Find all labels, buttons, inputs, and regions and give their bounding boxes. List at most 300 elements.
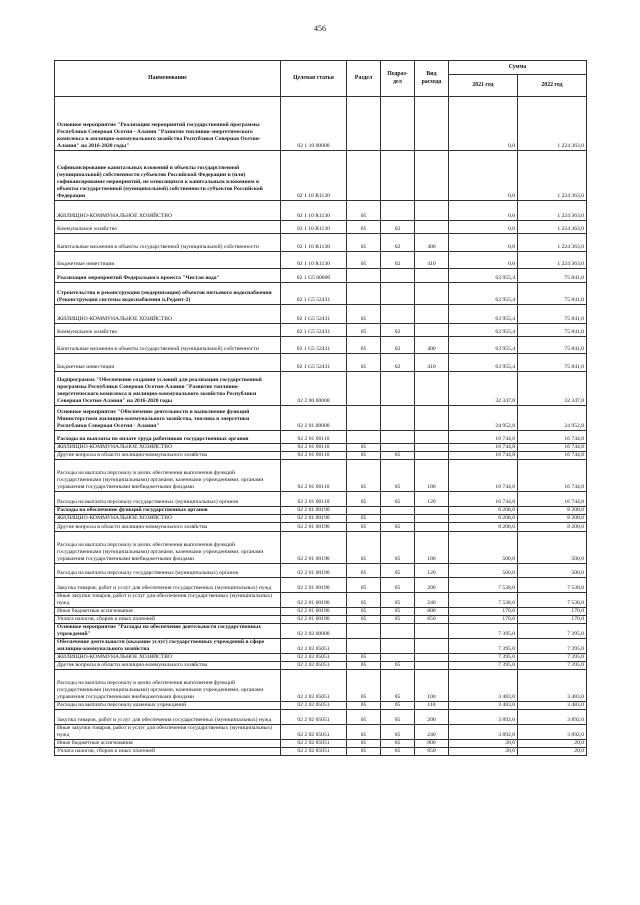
- row-target-code: 02 2 01 00190: [281, 523, 347, 532]
- row-sum-2022: 7 395,0: [518, 639, 587, 654]
- row-section: 05: [347, 337, 381, 354]
- row-sum-2022: 75 841,0: [518, 337, 587, 354]
- row-name: Бюджетные инвестиции: [55, 252, 281, 269]
- row-sum-2022: 170,0: [518, 608, 587, 616]
- row-target-code: 02 2 01 00190: [281, 578, 347, 593]
- row-sum-2021: 24 952,8: [449, 406, 518, 431]
- row-subsection: [381, 507, 415, 515]
- row-section: [347, 269, 381, 283]
- row-subsection: 05: [381, 740, 415, 748]
- row-target-code: 02 2 01 00110: [281, 492, 347, 507]
- table-row: [55, 593, 587, 608]
- row-expense-type: [415, 515, 449, 523]
- row-section: [347, 431, 381, 444]
- row-sum-2021: 500,0: [449, 564, 518, 578]
- row-sum-2022: 3 892,0: [518, 725, 587, 740]
- row-subsection: [381, 515, 415, 523]
- row-subsection: 05: [381, 702, 415, 710]
- row-sum-2021: 16 744,8: [449, 444, 518, 452]
- row-sum-2021: 500,0: [449, 532, 518, 564]
- row-target-code: 02 1 G5 52431: [281, 305, 347, 324]
- table-row: [55, 492, 587, 507]
- row-expense-type: [415, 201, 449, 221]
- row-subsection: [381, 654, 415, 662]
- row-subsection: 02: [381, 221, 415, 234]
- row-section: 05: [347, 616, 381, 624]
- row-expense-type: 100: [415, 460, 449, 492]
- row-sum-2022: 3 892,0: [518, 710, 587, 725]
- header-year-2022: 2022 год: [518, 75, 587, 97]
- row-target-code: 02 2 02 05051: [281, 710, 347, 725]
- row-target-code: 02 2 01 00190: [281, 532, 347, 564]
- row-sum-2021: 63 955,4: [449, 337, 518, 354]
- row-target-code: 02 2 01 00190: [281, 593, 347, 608]
- row-section: 05: [347, 670, 381, 702]
- row-section: [347, 507, 381, 515]
- header-sum: Сумма: [449, 61, 587, 75]
- row-target-code: 02 2 01 00190: [281, 608, 347, 616]
- row-sum-2022: 7 395,0: [518, 624, 587, 639]
- row-section: 05: [347, 564, 381, 578]
- row-target-code: 02 2 01 00000: [281, 406, 347, 431]
- row-sum-2022: 20,0: [518, 740, 587, 748]
- table-row: [55, 662, 587, 670]
- table-row: [55, 151, 587, 201]
- row-subsection: [381, 431, 415, 444]
- table-row: [55, 654, 587, 662]
- row-subsection: 05: [381, 725, 415, 740]
- row-subsection: 02: [381, 324, 415, 337]
- row-section: 05: [347, 305, 381, 324]
- row-section: [347, 283, 381, 305]
- row-sum-2021: 63 955,4: [449, 269, 518, 283]
- row-name: Расходы на выплаты персоналу государственных (муниципальных) органов: [55, 492, 281, 507]
- row-subsection: 05: [381, 452, 415, 460]
- row-expense-type: 120: [415, 564, 449, 578]
- table-row: [55, 710, 587, 725]
- row-subsection: 05: [381, 748, 415, 756]
- row-name: Реализация мероприятий Федерального проекта "Чистая вода": [55, 269, 281, 283]
- row-sum-2021: 20,0: [449, 748, 518, 756]
- row-expense-type: 100: [415, 532, 449, 564]
- row-section: 05: [347, 608, 381, 616]
- row-sum-2022: 1 224 363,0: [518, 252, 587, 269]
- row-subsection: 05: [381, 564, 415, 578]
- table-row: [55, 702, 587, 710]
- row-expense-type: 850: [415, 616, 449, 624]
- row-sum-2021: 170,0: [449, 616, 518, 624]
- row-target-code: 02 2 02 00000: [281, 624, 347, 639]
- row-sum-2021: 3 483,0: [449, 702, 518, 710]
- row-section: 05: [347, 252, 381, 269]
- row-name: Расходы на обеспечение функций государственных органов: [55, 507, 281, 515]
- row-subsection: 05: [381, 662, 415, 670]
- row-section: 05: [347, 662, 381, 670]
- row-expense-type: 110: [415, 702, 449, 710]
- header-year-2021: 2021 год: [449, 75, 518, 97]
- row-target-code: 02 1 G5 52431: [281, 283, 347, 305]
- row-expense-type: [415, 151, 449, 201]
- row-expense-type: 100: [415, 670, 449, 702]
- row-sum-2021: 63 955,4: [449, 305, 518, 324]
- row-name: ЖИЛИЩНО-КОММУНАЛЬНОЕ ХОЗЯЙСТВО: [55, 444, 281, 452]
- row-section: [347, 97, 381, 151]
- row-sum-2022: 16 744,8: [518, 460, 587, 492]
- row-subsection: [381, 444, 415, 452]
- row-section: 05: [347, 444, 381, 452]
- row-target-code: 02 2 01 00110: [281, 460, 347, 492]
- table-row: [55, 431, 587, 444]
- row-section: 05: [347, 578, 381, 593]
- row-sum-2021: 32 347,8: [449, 372, 518, 406]
- row-expense-type: [415, 444, 449, 452]
- table-row: [55, 578, 587, 593]
- row-section: 05: [347, 740, 381, 748]
- row-sum-2022: 24 952,8: [518, 406, 587, 431]
- row-name: Коммунальное хозяйство: [55, 324, 281, 337]
- row-expense-type: 240: [415, 593, 449, 608]
- row-subsection: 02: [381, 337, 415, 354]
- row-sum-2022: 75 841,0: [518, 354, 587, 372]
- row-name: Обеспечение деятельности (оказание услуг) государственных учреждений в сфере жилищно-коммунального хозяйства: [55, 639, 281, 654]
- row-sum-2022: 500,0: [518, 564, 587, 578]
- row-subsection: [381, 406, 415, 431]
- row-name: ЖИЛИЩНО-КОММУНАЛЬНОЕ ХОЗЯЙСТВО: [55, 201, 281, 221]
- row-name: Другие вопросы в области жилищно-коммунального хозяйства: [55, 452, 281, 460]
- row-sum-2021: 3 483,0: [449, 670, 518, 702]
- row-target-code: 02 2 01 00110: [281, 452, 347, 460]
- row-target-code: 02 1 10 R1130: [281, 151, 347, 201]
- row-name: Расходы на выплаты персоналу в целях обеспечения выполнения функций государственными (муниципальными) органами, казенными учреждениями, органами управления государственными внебюджетными фондами: [55, 460, 281, 492]
- row-name: Иные закупки товаров, работ и услуг для обеспечения государственных (муниципальных) нужд: [55, 593, 281, 608]
- row-sum-2021: 16 744,8: [449, 460, 518, 492]
- row-target-code: 02 1 G5 52431: [281, 337, 347, 354]
- table-row: [55, 406, 587, 431]
- row-expense-type: [415, 662, 449, 670]
- row-subsection: [381, 151, 415, 201]
- row-expense-type: 120: [415, 492, 449, 507]
- table-row: [55, 97, 587, 151]
- row-name: Уплата налогов, сборов и иных платежей: [55, 748, 281, 756]
- row-section: 05: [347, 452, 381, 460]
- row-expense-type: 400: [415, 234, 449, 252]
- row-name: Расходы на выплаты персоналу в целях обеспечения выполнения функций государственными (муниципальными) органами, казенными учреждениями, органами управления государственными внебюджетными фондами: [55, 670, 281, 702]
- row-sum-2022: 7 538,0: [518, 593, 587, 608]
- row-section: 05: [347, 221, 381, 234]
- row-section: [347, 406, 381, 431]
- row-sum-2021: 7 538,0: [449, 578, 518, 593]
- row-target-code: 02 1 10 R1130: [281, 201, 347, 221]
- row-sum-2021: 7 395,0: [449, 662, 518, 670]
- row-sum-2022: 8 208,0: [518, 515, 587, 523]
- table-row: [55, 740, 587, 748]
- row-name: Капитальные вложения в объекты государственной (муниципальной) собственности: [55, 337, 281, 354]
- header-expense-type: Вид расхода: [415, 61, 449, 97]
- row-expense-type: [415, 372, 449, 406]
- row-sum-2022: 75 841,0: [518, 269, 587, 283]
- row-target-code: 02 2 02 05051: [281, 654, 347, 662]
- row-name: Капитальные вложения в объекты государственной (муниципальной) собственности: [55, 234, 281, 252]
- row-expense-type: [415, 639, 449, 654]
- row-target-code: 02 2 01 00110: [281, 444, 347, 452]
- table-row: [55, 515, 587, 523]
- row-expense-type: [415, 221, 449, 234]
- row-target-code: 02 2 02 05051: [281, 639, 347, 654]
- row-sum-2022: 32 347,8: [518, 372, 587, 406]
- row-expense-type: [415, 406, 449, 431]
- row-sum-2022: 75 841,0: [518, 324, 587, 337]
- row-sum-2022: 16 744,8: [518, 431, 587, 444]
- row-sum-2022: 20,0: [518, 748, 587, 756]
- row-subsection: 05: [381, 532, 415, 564]
- row-sum-2022: 75 841,0: [518, 305, 587, 324]
- row-sum-2022: 500,0: [518, 532, 587, 564]
- row-target-code: 02 1 G5 52431: [281, 354, 347, 372]
- row-sum-2021: 8 208,0: [449, 523, 518, 532]
- table-row: [55, 252, 587, 269]
- row-expense-type: 400: [415, 337, 449, 354]
- row-sum-2022: 7 395,0: [518, 662, 587, 670]
- row-expense-type: 410: [415, 252, 449, 269]
- row-sum-2021: 20,0: [449, 740, 518, 748]
- row-subsection: [381, 201, 415, 221]
- row-sum-2021: 170,0: [449, 608, 518, 616]
- row-target-code: 02 2 01 00190: [281, 507, 347, 515]
- row-section: 05: [347, 515, 381, 523]
- row-sum-2022: 8 208,0: [518, 523, 587, 532]
- row-subsection: 05: [381, 670, 415, 702]
- row-section: 05: [347, 492, 381, 507]
- table-row: [55, 305, 587, 324]
- row-target-code: 02 2 02 05051: [281, 725, 347, 740]
- row-subsection: 05: [381, 523, 415, 532]
- row-sum-2022: 7 538,0: [518, 578, 587, 593]
- header-section: Раздел: [347, 61, 381, 97]
- table-row: [55, 324, 587, 337]
- row-target-code: 02 1 10 R1130: [281, 252, 347, 269]
- table-row: [55, 337, 587, 354]
- row-section: 05: [347, 748, 381, 756]
- row-section: [347, 639, 381, 654]
- row-subsection: [381, 269, 415, 283]
- row-sum-2022: 170,0: [518, 616, 587, 624]
- row-section: 05: [347, 532, 381, 564]
- row-sum-2021: 0,0: [449, 97, 518, 151]
- row-expense-type: [415, 452, 449, 460]
- row-subsection: 05: [381, 616, 415, 624]
- table-row: [55, 532, 587, 564]
- table-row: [55, 221, 587, 234]
- row-expense-type: 800: [415, 608, 449, 616]
- row-section: 05: [347, 324, 381, 337]
- row-subsection: 05: [381, 492, 415, 507]
- row-sum-2022: 16 744,8: [518, 492, 587, 507]
- row-name: Бюджетные инвестиции: [55, 354, 281, 372]
- row-subsection: 05: [381, 593, 415, 608]
- row-name: Расходы на выплаты персоналу казенных учреждений: [55, 702, 281, 710]
- row-sum-2021: 63 955,4: [449, 324, 518, 337]
- row-target-code: 02 2 00 00000: [281, 372, 347, 406]
- row-name: Иные закупки товаров, работ и услуг для обеспечения государственных (муниципальных) нужд: [55, 725, 281, 740]
- row-sum-2021: 16 744,8: [449, 431, 518, 444]
- row-subsection: [381, 639, 415, 654]
- row-name: Расходы на выплаты персоналу в целях обеспечения выполнения функций государственными (муниципальными) органами, казенными учреждениями, органами управления государственными внебюджетными фондами: [55, 532, 281, 564]
- row-sum-2021: 63 955,4: [449, 354, 518, 372]
- row-expense-type: 850: [415, 748, 449, 756]
- row-name: Другие вопросы в области жилищно-коммунального хозяйства: [55, 662, 281, 670]
- row-section: 05: [347, 460, 381, 492]
- row-sum-2022: 1 224 363,0: [518, 201, 587, 221]
- row-section: 05: [347, 725, 381, 740]
- row-target-code: 02 2 02 05051: [281, 702, 347, 710]
- row-target-code: 02 1 10 R1130: [281, 221, 347, 234]
- row-name: ЖИЛИЩНО-КОММУНАЛЬНОЕ ХОЗЯЙСТВО: [55, 515, 281, 523]
- table-row: [55, 460, 587, 492]
- row-expense-type: [415, 97, 449, 151]
- row-expense-type: [415, 624, 449, 639]
- row-subsection: 02: [381, 252, 415, 269]
- row-sum-2022: 16 744,8: [518, 452, 587, 460]
- row-expense-type: [415, 283, 449, 305]
- row-target-code: 02 1 G5 00000: [281, 269, 347, 283]
- row-name: Софинансирование капитальных вложений в объекты государственной (муниципальной) собственности субъектов Российской Федерации и (или) софинансирование мероприятий, не относящихся к капитальным вложениям в объекты государственной (муниципальной) собственности субъектов Российской Федерации: [55, 151, 281, 201]
- row-sum-2021: 3 892,0: [449, 710, 518, 725]
- row-subsection: [381, 624, 415, 639]
- row-name: Коммунальное хозяйство: [55, 221, 281, 234]
- row-target-code: 02 1 10 00000: [281, 97, 347, 151]
- table-row: [55, 608, 587, 616]
- row-expense-type: [415, 324, 449, 337]
- row-expense-type: [415, 654, 449, 662]
- table-row: [55, 639, 587, 654]
- row-expense-type: 410: [415, 354, 449, 372]
- row-expense-type: [415, 523, 449, 532]
- table-row: [55, 372, 587, 406]
- table-row: [55, 354, 587, 372]
- row-sum-2021: 16 744,8: [449, 452, 518, 460]
- budget-table: [54, 60, 587, 756]
- row-name: Закупка товаров, работ и услуг для обеспечения государственных (муниципальных) нужд: [55, 578, 281, 593]
- row-sum-2022: 1 224 363,0: [518, 221, 587, 234]
- row-section: [347, 624, 381, 639]
- table-row: [55, 234, 587, 252]
- row-sum-2021: 7 538,0: [449, 593, 518, 608]
- row-sum-2021: 63 955,4: [449, 283, 518, 305]
- row-name: Другие вопросы в области жилищно-коммунального хозяйства: [55, 523, 281, 532]
- row-subsection: 02: [381, 354, 415, 372]
- row-expense-type: 200: [415, 578, 449, 593]
- page-number: 456: [314, 24, 326, 33]
- row-name: Иные бюджетные ассигнования: [55, 740, 281, 748]
- table-row: [55, 748, 587, 756]
- row-name: Иные бюджетные ассигнования: [55, 608, 281, 616]
- row-name: Уплата налогов, сборов и иных платежей: [55, 616, 281, 624]
- row-target-code: 02 2 01 00190: [281, 515, 347, 523]
- row-name: Расходы на выплаты по оплате труда работников государственных органов: [55, 431, 281, 444]
- table-row: [55, 523, 587, 532]
- table-row: [55, 452, 587, 460]
- row-sum-2022: 3 483,0: [518, 702, 587, 710]
- row-target-code: 02 2 02 05051: [281, 662, 347, 670]
- row-name: Подпрограмма "Обеспечение создания условий для реализации государственной программы Республики Северная Осетия-Алания "Развитие топливно-энергетического комплекса и жилищно-коммунального хозяйства Республики Северная Осетия-Алания" на 2016-2020 годы: [55, 372, 281, 406]
- table-row: [55, 670, 587, 702]
- row-sum-2021: 0,0: [449, 252, 518, 269]
- row-sum-2021: 16 744,8: [449, 492, 518, 507]
- table-row: [55, 201, 587, 221]
- row-section: 05: [347, 702, 381, 710]
- row-section: [347, 151, 381, 201]
- table-body: [55, 97, 587, 756]
- row-target-code: 02 2 02 05051: [281, 670, 347, 702]
- row-sum-2021: 7 395,0: [449, 654, 518, 662]
- row-subsection: 05: [381, 710, 415, 725]
- table-row: [55, 507, 587, 515]
- row-expense-type: [415, 305, 449, 324]
- table-row: [55, 283, 587, 305]
- row-name: Строительство и реконструкция (модернизация) объектов питьевого водоснабжения (Реконструкция системы водоснабжения п.Редант-2): [55, 283, 281, 305]
- table-row: [55, 444, 587, 452]
- header-name: Наименование: [55, 61, 281, 97]
- row-expense-type: 240: [415, 725, 449, 740]
- row-sum-2022: 16 744,8: [518, 444, 587, 452]
- row-sum-2021: 8 208,0: [449, 515, 518, 523]
- row-sum-2021: 0,0: [449, 234, 518, 252]
- row-section: 05: [347, 201, 381, 221]
- row-target-code: 02 2 02 05051: [281, 748, 347, 756]
- row-sum-2022: 7 395,0: [518, 654, 587, 662]
- row-name: ЖИЛИЩНО-КОММУНАЛЬНОЕ ХОЗЯЙСТВО: [55, 654, 281, 662]
- row-expense-type: [415, 269, 449, 283]
- row-name: Основное мероприятие "Реализация мероприятий государственной программы Республики Северная Осетия - Алания "Развитие топливно-энергетического комплекса и жилищно-коммунального хозяйства Республики Северная Осетия-Алания" на 2016-2020 годы": [55, 97, 281, 151]
- row-subsection: [381, 372, 415, 406]
- row-sum-2022: 75 841,0: [518, 283, 587, 305]
- row-subsection: 05: [381, 578, 415, 593]
- row-target-code: 02 2 01 00190: [281, 616, 347, 624]
- header-target: Целевая статья: [281, 61, 347, 97]
- row-name: Закупка товаров, работ и услуг для обеспечения государственных (муниципальных) нужд: [55, 710, 281, 725]
- row-target-code: 02 2 02 05051: [281, 740, 347, 748]
- row-expense-type: [415, 431, 449, 444]
- row-name: Основное мероприятие "Расходы на обеспечение деятельности государственных учреждений": [55, 624, 281, 639]
- row-sum-2021: 0,0: [449, 151, 518, 201]
- row-section: 05: [347, 523, 381, 532]
- row-name: ЖИЛИЩНО-КОММУНАЛЬНОЕ ХОЗЯЙСТВО: [55, 305, 281, 324]
- row-sum-2021: 0,0: [449, 201, 518, 221]
- row-subsection: 05: [381, 608, 415, 616]
- row-section: 05: [347, 354, 381, 372]
- row-target-code: 02 2 01 00190: [281, 564, 347, 578]
- row-sum-2021: 8 208,0: [449, 507, 518, 515]
- row-name: Основное мероприятие "Обеспечение деятельности и выполнение функций Министерством жилищно-коммунального хозяйства, топлива и энергетики Республики Северная Осетия - Алания": [55, 406, 281, 431]
- row-subsection: 02: [381, 234, 415, 252]
- row-name: Расходы на выплаты персоналу государственных (муниципальных) органов: [55, 564, 281, 578]
- row-sum-2022: 8 208,0: [518, 507, 587, 515]
- row-target-code: 02 1 G5 52431: [281, 324, 347, 337]
- row-expense-type: 800: [415, 740, 449, 748]
- row-sum-2022: 1 224 363,0: [518, 234, 587, 252]
- row-subsection: [381, 305, 415, 324]
- row-sum-2021: 7 395,0: [449, 639, 518, 654]
- table-row: [55, 269, 587, 283]
- row-sum-2022: 1 224 363,0: [518, 151, 587, 201]
- row-expense-type: [415, 507, 449, 515]
- row-subsection: [381, 97, 415, 151]
- table-row: [55, 564, 587, 578]
- table-row: [55, 624, 587, 639]
- row-section: [347, 372, 381, 406]
- row-sum-2021: 3 892,0: [449, 725, 518, 740]
- row-section: 05: [347, 593, 381, 608]
